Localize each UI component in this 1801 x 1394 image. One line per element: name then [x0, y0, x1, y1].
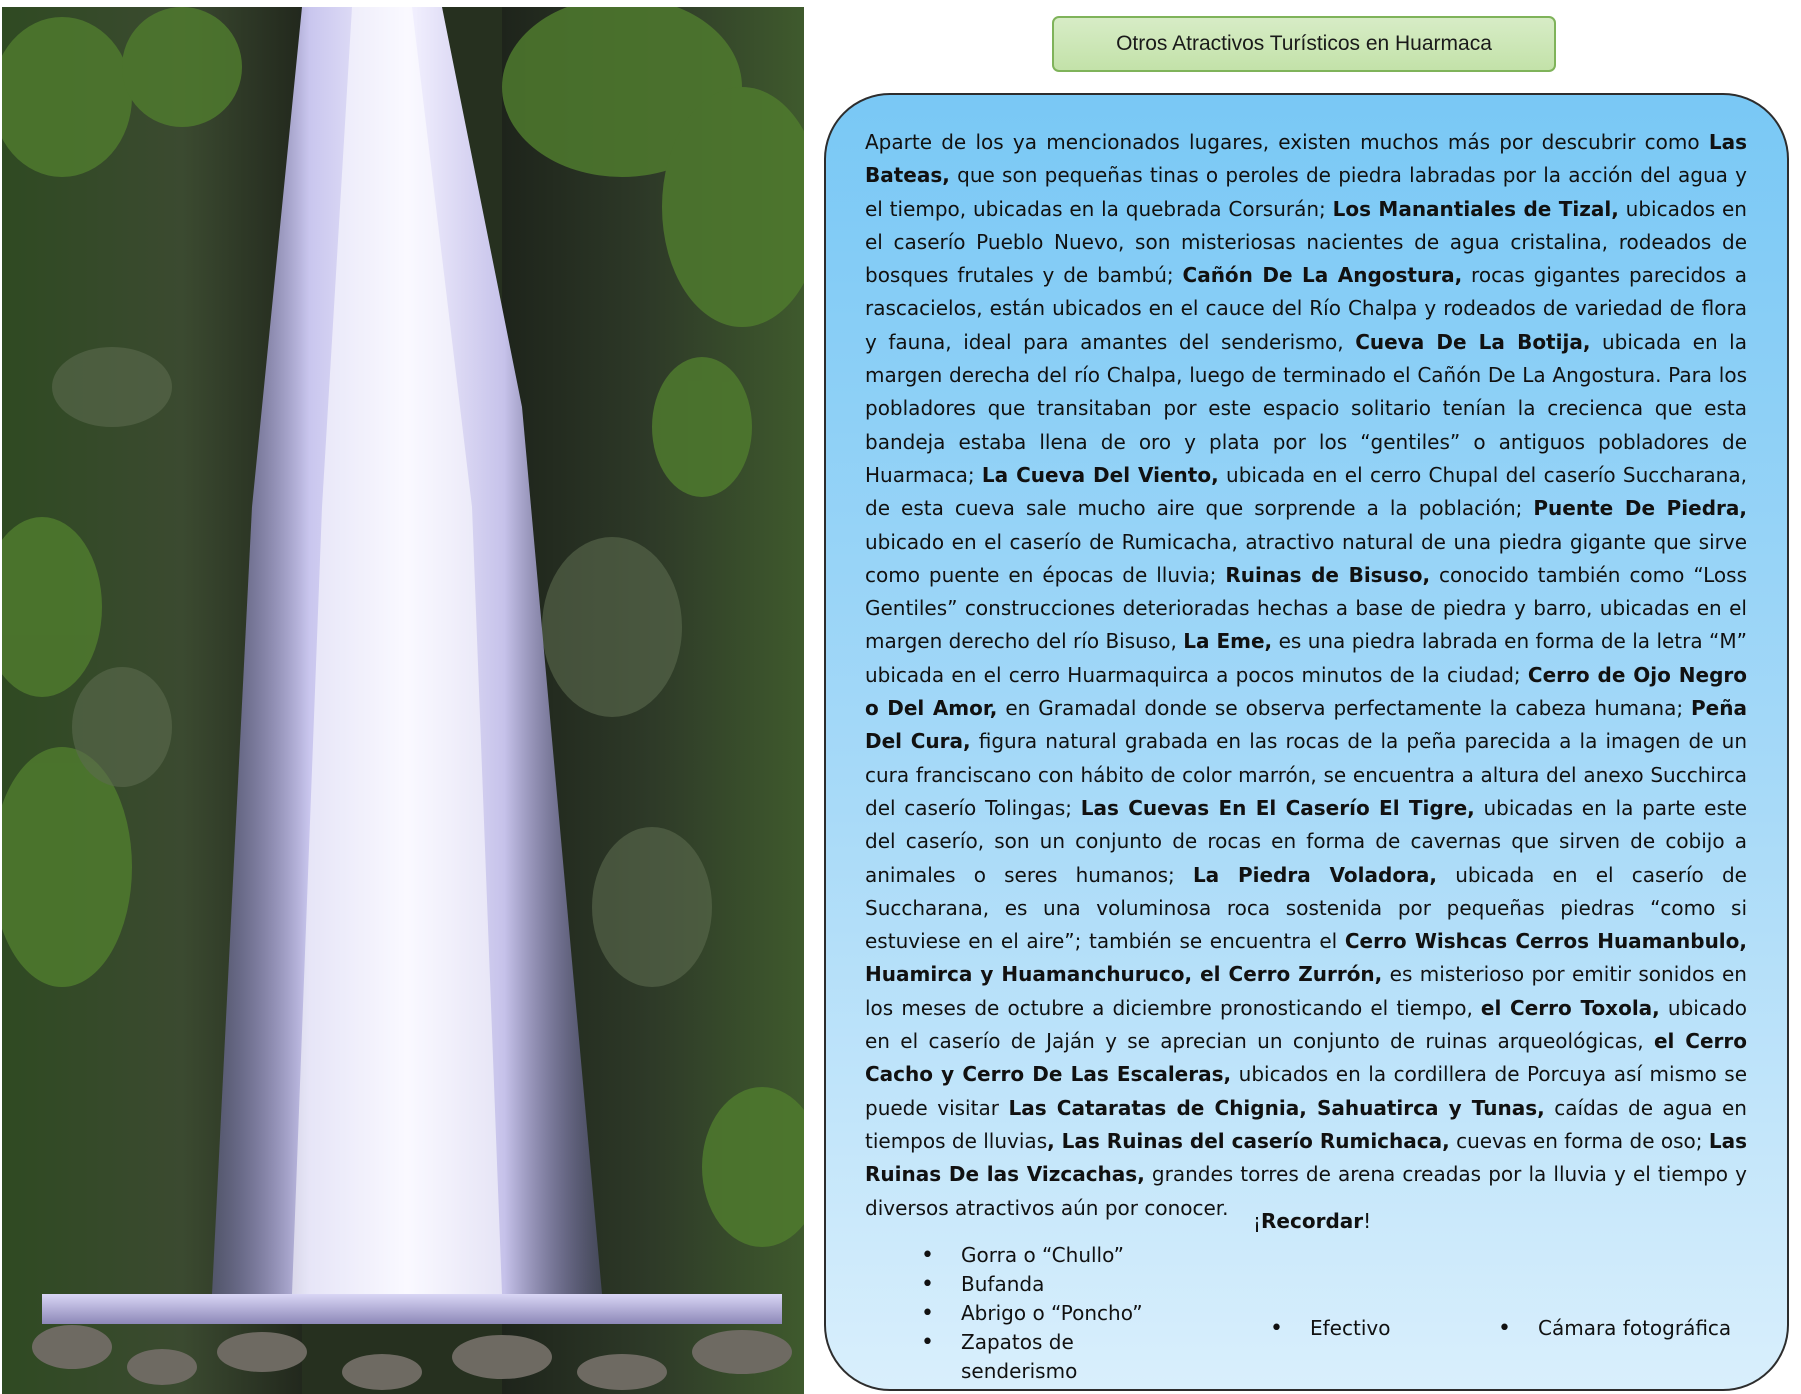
paragraph-text: ubicada en la margen derecha del río Chalpa, luego de terminado el Cañón De La Angostura. Para los pobladores que transitaban por este espacio solitario tenían la crecienca que esta bandeja estaba llena de oro y plata por los “gentiles” o antiguos pobladores de Huarmaca;: [865, 329, 1747, 487]
reminder-heading: [1253, 1209, 1371, 1233]
paragraph-text: ubicado en el caserío de Jaján y se aprecian un conjunto de ruinas arqueológicas,: [865, 995, 1747, 1054]
paragraph-text: caídas de agua en tiempos de lluvias: [865, 1095, 1747, 1153]
attraction-name: Las Cuevas En El Caserío El Tigre,: [1080, 795, 1475, 820]
paragraph-text: ubicado en el caserío de Rumicacha, atractivo natural de una piedra gigante que sirve como puente en épocas de lluvia;: [865, 529, 1747, 587]
checklist-middle: [1270, 1314, 1390, 1343]
paragraph-text: ubicada en el caserío de Succharana, es una voluminosa roca sostenida por pequeñas piedras “como si estuviese en el aire”; también se encuentra el: [865, 862, 1747, 954]
paragraph-text: ubicadas en la parte este del caserío, son un conjunto de rocas en forma de cavernas que sirven de cobijo a animales o seres humanos;: [865, 795, 1748, 887]
checklist-item: • Gorra o “Chullo”: [921, 1241, 1161, 1270]
attraction-name: Cueva De La Botija,: [1355, 329, 1591, 354]
checklist-item: • Bufanda: [921, 1270, 1161, 1299]
attraction-name: el Cerro Cacho y Cerro De Las Escaleras,: [865, 1029, 1748, 1087]
paragraph-text: en Gramadal donde se observa perfectamente la cabeza humana;: [997, 696, 1692, 721]
reminder-close: !: [1363, 1209, 1372, 1233]
checklist-item: • Cámara fotográfica: [1498, 1314, 1731, 1343]
checklist-left: [921, 1241, 1161, 1386]
attraction-name: el Cerro Toxola,: [1480, 995, 1660, 1020]
paragraph-text: ubicados en la cordillera de Porcuya así mismo se puede visitar: [865, 1062, 1748, 1120]
attraction-name: Las Ruinas De las Vizcachas,: [865, 1128, 1748, 1187]
attraction-name: Cerro Wishcas Cerros Huamanbulo, Huamirca y Huamanchuruco, el Cerro Zurrón,: [865, 929, 1748, 987]
paragraph-text: rocas gigantes parecidos a rascacielos, están ubicados en el cauce del Río Chalpa y rodeados de variedad de flora y fauna, ideal para amantes del senderismo,: [865, 263, 1748, 354]
attraction-name: Cerro de Ojo Negro o Del Amor,: [865, 662, 1747, 721]
attractions-paragraph: [865, 126, 1747, 1225]
attraction-name: , Las Ruinas del caserío Rumichaca,: [1047, 1128, 1450, 1153]
paragraph-text: es misterioso por emitir sonidos en los meses de octubre a diciembre pronosticando el tiempo,: [865, 962, 1747, 1020]
attraction-name: Ruinas de Bisuso,: [1225, 562, 1431, 587]
attraction-name: Puente De Piedra,: [1533, 496, 1747, 521]
reminder-open: ¡: [1253, 1209, 1262, 1233]
attraction-name: La Piedra Voladora,: [1192, 862, 1438, 887]
page-title: Otros Atractivos Turísticos en Huarmaca: [1052, 16, 1556, 72]
checklist-item: • Efectivo: [1270, 1314, 1390, 1343]
attraction-name: Peña Del Cura,: [865, 696, 1747, 754]
paragraph-text: es una piedra labrada en forma de la letra “M” ubicada en el cerro Huarmaquirca a pocos minutos de la ciudad;: [865, 629, 1748, 687]
attraction-name: Las Cataratas de Chignia, Sahuatirca y Tunas,: [1008, 1095, 1545, 1120]
checklist-item: • Zapatos de senderismo: [921, 1328, 1161, 1386]
paragraph-text: cuevas en forma de oso;: [1449, 1128, 1709, 1153]
attraction-name: Las Bateas,: [865, 130, 1747, 188]
checklist-right: [1498, 1314, 1731, 1343]
waterfall-illustration: [2, 7, 804, 1394]
attraction-name: La Eme,: [1183, 629, 1273, 654]
paragraph-text: figura natural grabada en las rocas de la peña parecida a la imagen de un cura franciscano con hábito de color marrón, se encuentra a altura del anexo Succhirca del caserío Tolingas;: [865, 729, 1748, 820]
paragraph-text: grandes torres de arena creadas por la lluvia y el tiempo y diversos atractivos aún por conocer.: [865, 1162, 1747, 1220]
checklist-item: • Abrigo o “Poncho”: [921, 1299, 1161, 1328]
paragraph-text: que son pequeñas tinas o peroles de piedra labradas por la acción del agua y el tiempo, ubicadas en la quebrada Corsurán;: [865, 163, 1747, 221]
attraction-name: Cañón De La Angostura,: [1182, 263, 1463, 288]
paragraph-text: conocido también como “Loss Gentiles” construcciones deterioradas hechas a base de piedra y barro, ubicadas en el margen derecho del río Bisuso,: [865, 562, 1747, 654]
paragraph-text: Aparte de los ya mencionados lugares, existen muchos más por descubrir como: [865, 130, 1709, 154]
attraction-name: Los Manantiales de Tizal,: [1332, 196, 1619, 221]
reminder-label: Recordar: [1261, 1209, 1364, 1233]
paragraph-text: ubicados en el caserío Pueblo Nuevo, son misteriosas nacientes de agua cristalina, rodeados de bosques frutales y de bambú;: [865, 196, 1747, 288]
waterfall-photo: [2, 7, 804, 1394]
paragraph-text: ubicada en el cerro Chupal del caserío Succharana, de esta cueva sale mucho aire que sorprende a la población;: [865, 462, 1747, 521]
attraction-name: La Cueva Del Viento,: [981, 462, 1219, 487]
